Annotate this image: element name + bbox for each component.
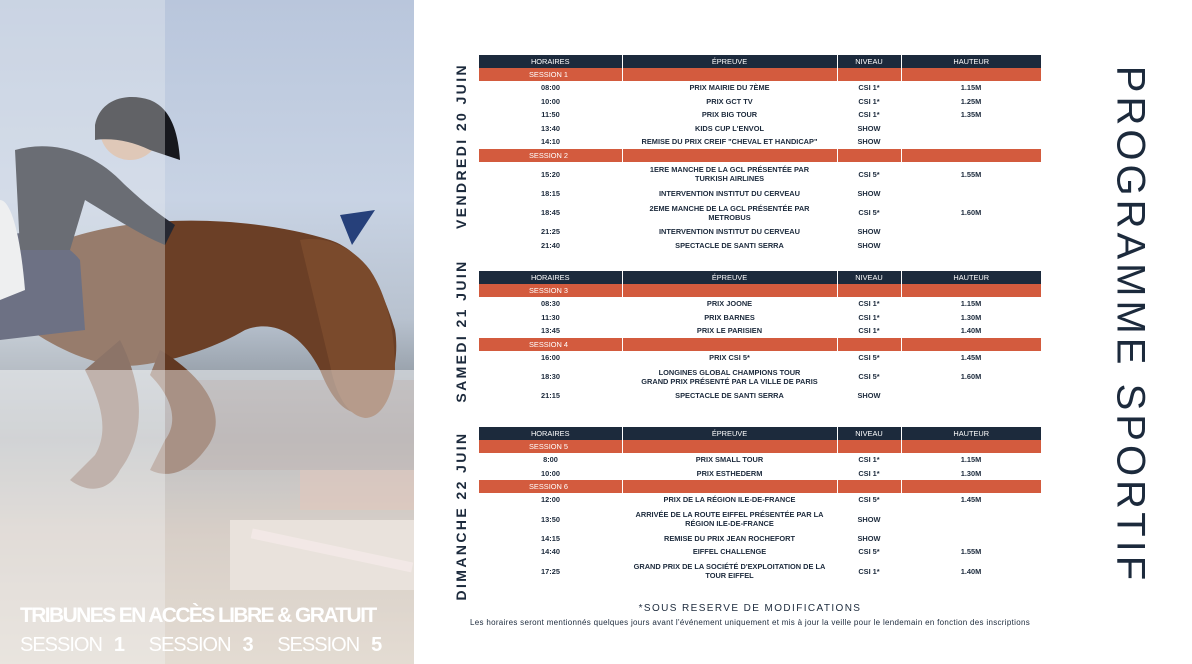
table-row [479, 545, 1041, 559]
free-session-5: SESSION 5 [277, 634, 382, 656]
session-filler [837, 149, 901, 162]
table-header [479, 427, 1041, 440]
level-cell: SHOW [857, 227, 881, 237]
time-cell: 21:15 [541, 391, 560, 401]
column-header: HORAIRES [479, 271, 622, 284]
event-cell: EIFFEL CHALLENGE [692, 547, 767, 557]
level-cell: CSI 5* [858, 169, 880, 179]
event-cell: 1ERE MANCHE DE LA GCL PRÉSENTÉE PAR TURKISH AIRLINES [649, 165, 810, 183]
column-header: HAUTEUR [901, 271, 1041, 284]
column-header: ÉPREUVE [622, 55, 837, 68]
height-cell: 1.15M [960, 299, 982, 309]
reserve-note: *SOUS RESERVE DE MODIFICATIONS [638, 603, 862, 614]
session-filler [901, 149, 1041, 162]
event-cell: PRIX MAIRIE DU 7ÈME [689, 83, 770, 93]
session-label: SESSION 1 [479, 68, 622, 81]
session-row [479, 338, 1041, 351]
column-header: HORAIRES [479, 427, 622, 440]
session-filler [622, 68, 837, 81]
event-cell: INTERVENTION INSTITUT DU CERVEAU [659, 227, 800, 237]
session-row [479, 284, 1041, 297]
level-cell: CSI 5* [858, 352, 880, 362]
height-cell: 1.55M [960, 169, 982, 179]
height-cell [901, 507, 1041, 532]
event-cell: REMISE DU PRIX JEAN ROCHEFORT [664, 533, 795, 543]
table-row [479, 135, 1041, 149]
height-cell [901, 187, 1041, 201]
height-cell: 1.45M [960, 352, 982, 362]
session-filler [837, 480, 901, 493]
time-cell: 10:00 [541, 96, 560, 106]
level-cell: CSI 5* [858, 547, 880, 557]
height-cell: 1.30M [960, 468, 982, 478]
table-row [479, 493, 1041, 507]
tribunes-text: TRIBUNES EN ACCÈS LIBRE & GRATUIT [20, 604, 376, 627]
height-cell: 1.15M [960, 83, 982, 93]
table-row [479, 162, 1041, 187]
day-label-dimanche: DIMANCHE 22 JUIN [453, 431, 469, 601]
session-label: SESSION 2 [479, 149, 622, 162]
event-cell: SPECTACLE DE SANTI SERRA [675, 240, 784, 250]
time-cell: 15:20 [541, 169, 560, 179]
session-filler [901, 338, 1041, 351]
time-cell: 12:00 [541, 495, 560, 505]
session-row [479, 149, 1041, 162]
free-session-1: SESSION 1 [20, 634, 125, 656]
event-cell: PRIX GCT TV [706, 96, 753, 106]
column-header: ÉPREUVE [622, 427, 837, 440]
session-label: SESSION 3 [479, 284, 622, 297]
level-cell: SHOW [857, 391, 881, 401]
level-cell: SHOW [857, 137, 881, 147]
time-cell: 13:45 [541, 326, 560, 336]
height-cell: 1.30M [960, 312, 982, 322]
time-cell: 10:00 [541, 468, 560, 478]
height-cell: 1.40M [960, 326, 982, 336]
level-cell: CSI 5* [858, 495, 880, 505]
session-row [479, 68, 1041, 81]
day-label-vendredi: VENDREDI 20 JUIN [453, 63, 469, 229]
level-cell: SHOW [857, 188, 881, 198]
show-jumping-photo [0, 0, 414, 664]
event-cell: SPECTACLE DE SANTI SERRA [675, 391, 784, 401]
table-row [479, 324, 1041, 338]
level-cell: SHOW [857, 123, 881, 133]
session-filler [837, 338, 901, 351]
event-cell: PRIX SMALL TOUR [695, 455, 764, 465]
schedule-table-dimanche [479, 427, 1041, 584]
level-cell: SHOW [857, 533, 881, 543]
table-row [479, 364, 1041, 389]
session-filler [901, 440, 1041, 453]
time-cell: 8:00 [543, 455, 558, 465]
session-filler [622, 480, 837, 493]
table-row [479, 187, 1041, 201]
event-cell: KIDS CUP L'ENVOL [695, 123, 764, 133]
time-cell: 14:15 [541, 533, 560, 543]
table-row [479, 297, 1041, 311]
session-filler [622, 149, 837, 162]
time-cell: 13:40 [541, 123, 560, 133]
event-cell: INTERVENTION INSTITUT DU CERVEAU [659, 188, 800, 198]
height-cell: 1.60M [960, 208, 982, 217]
session-row [479, 480, 1041, 493]
time-cell: 13:50 [541, 514, 560, 524]
height-cell [901, 532, 1041, 546]
event-cell: REMISE DU PRIX CREIF "CHEVAL ET HANDICAP" [641, 137, 818, 147]
time-cell: 16:00 [541, 352, 560, 362]
time-cell: 18:45 [541, 208, 560, 217]
table-header [479, 271, 1041, 284]
table-row [479, 532, 1041, 546]
level-cell: CSI 1* [858, 566, 880, 576]
event-cell: PRIX BIG TOUR [701, 110, 758, 120]
level-cell: CSI 1* [858, 312, 880, 322]
time-cell: 18:15 [541, 188, 560, 198]
session-filler [901, 284, 1041, 297]
table-row [479, 225, 1041, 239]
table-row [479, 507, 1041, 532]
table-row [479, 122, 1041, 136]
time-cell: 11:50 [541, 110, 560, 120]
column-header: NIVEAU [837, 427, 901, 440]
time-cell: 08:00 [541, 83, 560, 93]
session-row [479, 440, 1041, 453]
event-cell: ARRIVÉE DE LA ROUTE EIFFEL PRÉSENTÉE PAR LA RÉGION ILE-DE-FRANCE [635, 510, 824, 528]
event-cell: 2EME MANCHE DE LA GCL PRÉSENTÉE PAR METROBUS [649, 203, 810, 222]
column-header: HORAIRES [479, 55, 622, 68]
height-cell: 1.45M [960, 495, 982, 505]
session-filler [837, 284, 901, 297]
level-cell: CSI 1* [858, 326, 880, 336]
free-session-3: SESSION 3 [148, 634, 253, 656]
height-cell: 1.55M [960, 547, 982, 557]
level-cell: CSI 1* [858, 455, 880, 465]
level-cell: CSI 1* [858, 96, 880, 106]
schedule-table-samedi [479, 271, 1041, 403]
event-cell: PRIX DE LA RÉGION ILE-DE-FRANCE [663, 495, 796, 505]
column-header: NIVEAU [837, 271, 901, 284]
height-cell [901, 389, 1041, 403]
event-cell: PRIX BARNES [704, 312, 755, 322]
session-filler [837, 440, 901, 453]
column-header: NIVEAU [837, 55, 901, 68]
time-cell: 18:30 [541, 372, 560, 381]
session-filler [901, 68, 1041, 81]
programme-sportif-title: PROGRAMME SPORTIF [1108, 65, 1153, 585]
table-row [479, 559, 1041, 584]
session-label: SESSION 6 [479, 480, 622, 493]
column-header: HAUTEUR [901, 55, 1041, 68]
level-cell: CSI 1* [858, 299, 880, 309]
time-cell: 17:25 [541, 566, 560, 576]
time-cell: 11:30 [541, 312, 560, 322]
table-row [479, 467, 1041, 481]
height-cell: 1.40M [960, 566, 982, 576]
height-cell: 1.60M [960, 372, 982, 381]
session-label: SESSION 4 [479, 338, 622, 351]
event-cell: GRAND PRIX DE LA SOCIÉTÉ D'EXPLOITATION DE LA TOUR EIFFEL [633, 562, 826, 580]
table-row [479, 239, 1041, 253]
height-cell: 1.15M [960, 455, 982, 465]
table-row [479, 311, 1041, 325]
time-cell: 14:40 [541, 547, 560, 557]
event-cell: PRIX ESTHEDERM [696, 468, 763, 478]
column-header: HAUTEUR [901, 427, 1041, 440]
table-row [479, 351, 1041, 365]
table-row [479, 95, 1041, 109]
level-cell: CSI 5* [858, 372, 880, 381]
height-cell: 1.35M [960, 110, 982, 120]
height-cell: 1.25M [960, 96, 982, 106]
height-cell [901, 225, 1041, 239]
day-label-samedi: SAMEDI 21 JUIN [453, 259, 469, 403]
session-filler [837, 68, 901, 81]
time-cell: 21:40 [541, 240, 560, 250]
session-label: SESSION 5 [479, 440, 622, 453]
event-cell: PRIX JOONE [706, 299, 753, 309]
event-cell: PRIX LE PARISIEN [696, 326, 763, 336]
session-filler [622, 338, 837, 351]
column-header: ÉPREUVE [622, 271, 837, 284]
table-row [479, 200, 1041, 225]
time-cell: 14:10 [541, 137, 560, 147]
height-cell [901, 239, 1041, 253]
session-filler [901, 480, 1041, 493]
schedule-table-vendredi [479, 55, 1041, 252]
level-cell: CSI 1* [858, 110, 880, 120]
time-cell: 08:30 [541, 299, 560, 309]
height-cell [901, 122, 1041, 136]
level-cell: CSI 1* [858, 83, 880, 93]
level-cell: CSI 1* [858, 468, 880, 478]
level-cell: CSI 5* [858, 208, 880, 217]
table-row [479, 81, 1041, 95]
height-cell [901, 135, 1041, 149]
table-row [479, 108, 1041, 122]
table-header [479, 55, 1041, 68]
level-cell: SHOW [857, 514, 881, 524]
time-cell: 21:25 [541, 227, 560, 237]
table-row [479, 453, 1041, 467]
event-cell: LONGINES GLOBAL CHAMPIONS TOUR GRAND PRIX PRÉSENTÉ PAR LA VILLE DE PARIS [641, 367, 818, 386]
level-cell: SHOW [857, 240, 881, 250]
horaires-note: Les horaires seront mentionnés quelques jours avant l'événement uniquement et mis à jour la veille pour le lendemain en fonction des inscriptions [470, 618, 1030, 627]
session-filler [622, 440, 837, 453]
free-sessions [20, 634, 401, 657]
table-row [479, 389, 1041, 403]
session-filler [622, 284, 837, 297]
event-cell: PRIX CSI 5* [709, 352, 750, 362]
